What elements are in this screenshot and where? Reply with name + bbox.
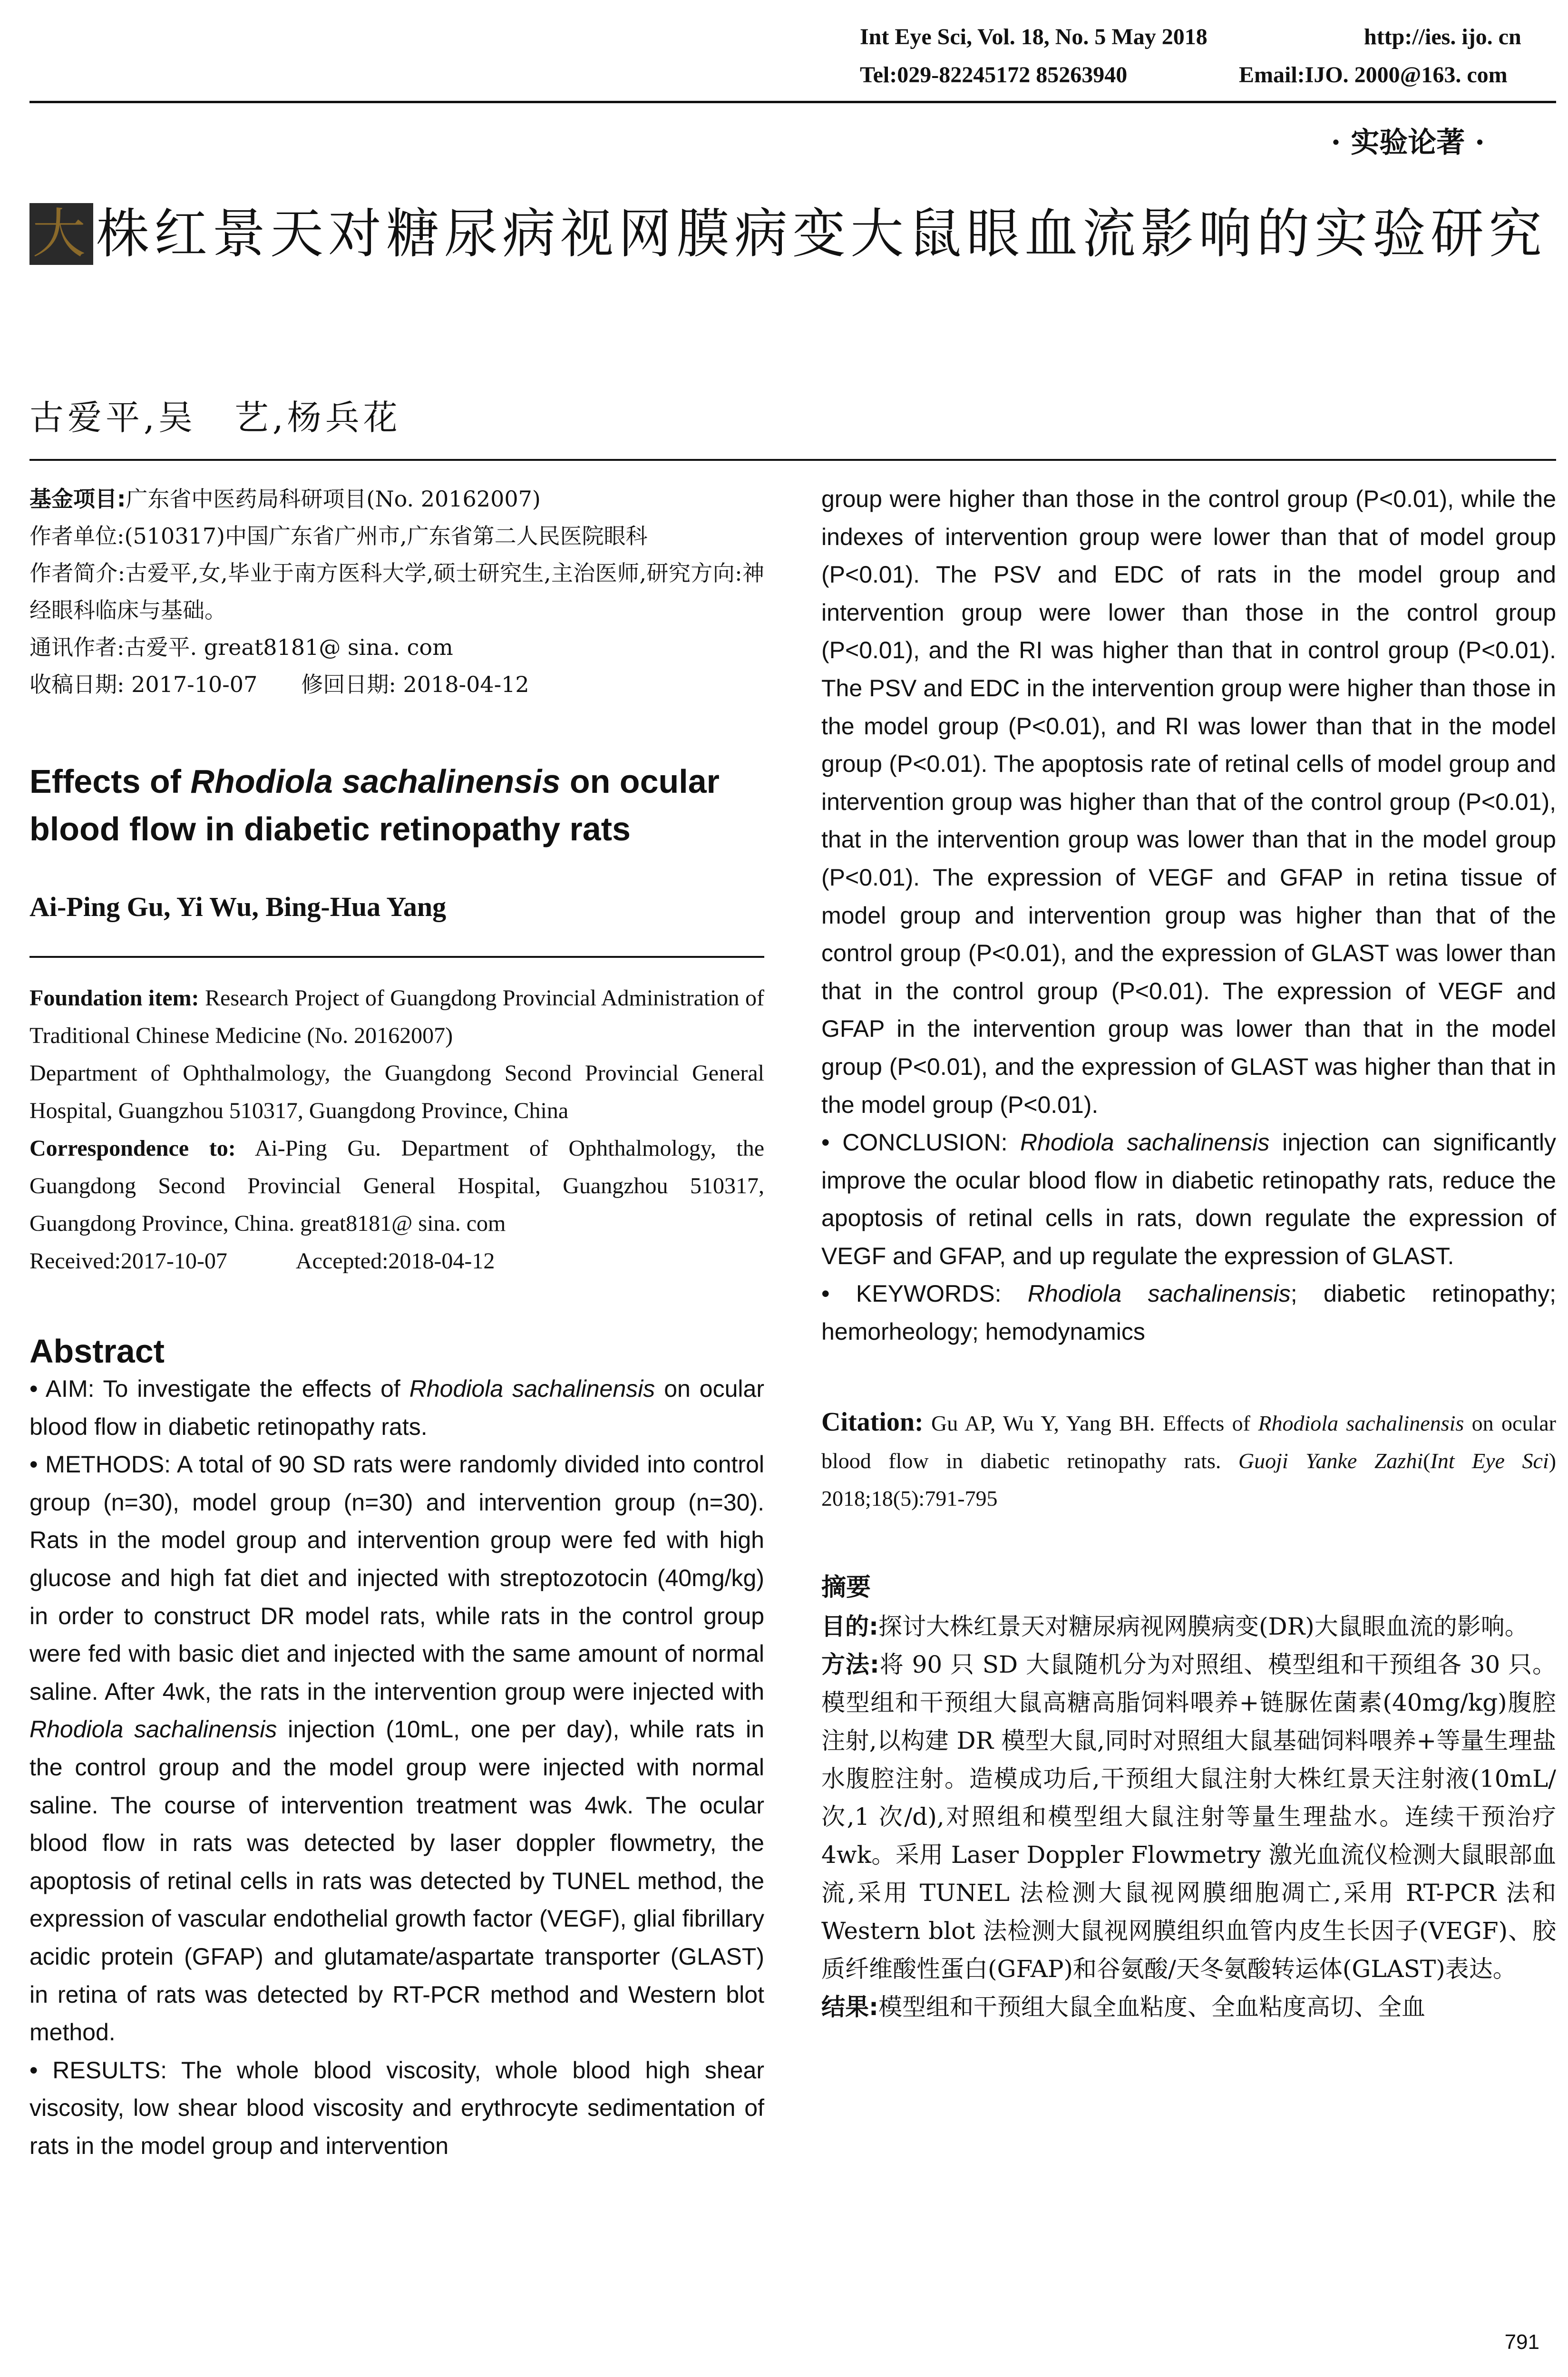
header-rule	[29, 101, 1556, 103]
abstract-methods	[29, 1446, 764, 2052]
correspondence-label-en: Correspondence to:	[29, 1136, 236, 1161]
aim-text-b: on ocular blood flow in diabetic retinopathy rats.	[29, 1375, 764, 1440]
cn-methods-label: 方法:	[821, 1650, 879, 1678]
author-unit-cn: 作者单位:(510317)中国广东省广州市,广东省第二人民医院眼科	[29, 523, 648, 549]
abstract-results-cont: group were higher than those in the control group (P<0.01), while the indexes of intervention group were lower than that of model group (P<0.01). The PSV and EDC of rats in the model group and intervention group were lower than those in the control group (P<0.01), and the RI was higher than that in control group (P<0.01). The PSV and EDC in the intervention group were higher than those in the model group (P<0.01), and RI was lower than that in the model group (P<0.01). The apoptosis rate of retinal cells of model group and intervention group was higher than that of the control group (P<0.01), that in the intervention group was lower than that in the model group (P<0.01). The expression of VEGF and GFAP in retina tissue of model group and intervention group was higher than that of the control group (P<0.01), and the expression of GLAST was lower than that in the control group (P<0.01). The expression of VEGF and GFAP in the intervention group was lower than that in the model group (P<0.01), and the expression of GLAST was higher than that in the model group (P<0.01).	[821, 486, 1556, 1118]
citation-text-d: ) 2018;18(5):791-795	[821, 1448, 1556, 1510]
cn-aim-label: 目的:	[821, 1612, 878, 1640]
foundation-text-en: Research Project of Guangdong Provincial Administration of Traditional Chinese Medicine (No. 20162007)	[29, 985, 765, 1048]
citation-italic-journal-en: Int Eye Sci	[1430, 1448, 1549, 1473]
citation-italic-journal: Guoji Yanke Zazhi	[1238, 1448, 1423, 1473]
abstract-keywords	[821, 1275, 1556, 1351]
title-first-char: 大	[29, 203, 93, 265]
abstract-results-start: • RESULTS: The whole blood viscosity, whole blood high shear viscosity, low shear blood viscosity and erythrocyte sedimentation of rats in the model group and intervention	[29, 2056, 764, 2159]
keywords-text-italic: Rhodiola sachalinensis	[1027, 1280, 1291, 1307]
journal-url: http://ies. ijo. cn	[1364, 24, 1521, 49]
journal-email: Email:IJO. 2000@163. com	[1239, 62, 1508, 88]
aim-text-a: • AIM: To investigate the effects of	[29, 1375, 409, 1402]
dates-en: Received:2017-10-07 Accepted:2018-04-12	[29, 1248, 495, 1274]
cn-aim-text: 探讨大株红景天对糖尿病视网膜病变(DR)大鼠眼血流的影响。	[878, 1612, 1529, 1640]
authors-cn: 古爱平,吴 艺,杨兵花	[29, 398, 401, 438]
citation-text-a: Gu AP, Wu Y, Yang BH. Effects of	[923, 1411, 1258, 1435]
abstract-conclusion	[821, 1124, 1556, 1275]
journal-tel: Tel:029-82245172 85263940	[860, 62, 1128, 88]
right-column	[821, 480, 1556, 2026]
conclusion-text-italic: Rhodiola sachalinensis	[1020, 1129, 1270, 1156]
foundation-label-en: Foundation item:	[29, 985, 199, 1011]
methods-text-italic: Rhodiola sachalinensis	[29, 1716, 277, 1743]
left-column	[29, 480, 764, 2165]
dates-cn: 收稿日期: 2017-10-07 修回日期: 2018-04-12	[29, 672, 529, 697]
article-title-en	[29, 758, 764, 853]
correspondence-cn: 通讯作者:古爱平. great8181@ sina. com	[29, 634, 453, 660]
article-title-cn	[29, 195, 1551, 273]
fund-info-cn	[29, 480, 764, 517]
citation-label: Citation:	[821, 1407, 924, 1437]
authors-en: Ai-Ping Gu, Yi Wu, Bing-Hua Yang	[29, 891, 447, 922]
en-title-post: on ocular blood flow in diabetic retinopathy rats	[29, 763, 720, 848]
cn-results-text: 模型组和干预组大鼠全血粘度、全血粘度高切、全血	[878, 1993, 1425, 2021]
abstract-heading-cn: 摘要	[821, 1573, 871, 1602]
abstract-aim	[29, 1370, 764, 1446]
cn-methods-text: 将 90 只 SD 大鼠随机分为对照组、模型组和干预组各 30 只。模型组和干预组大鼠高糖高脂饲料喂养+链脲佐菌素(40mg/kg)腹腔注射,以构建 DR 模型大鼠,同时对照组大鼠基础饲料喂养+等量生理盐水腹腔注射。造模成功后,干预组大鼠注射大株红景天注射液(10mL/次,1 次/d),对照组和模型组大鼠注射等量生理盐水。连续干预治疗 4wk。采用 Laser Doppler Flowmetry 激光血流仪检测大鼠眼部血流,采用 TUNEL 法检测大鼠视网膜细胞凋亡,采用 RT-PCR 法和 Western blot 法检测大鼠视网膜组织血管内皮生长因子(VEGF)、胶质纤维酸性蛋白(GFAP)和谷氨酸/天冬氨酸转运体(GLAST)表达。	[821, 1650, 1556, 1983]
cn-results	[821, 1988, 1556, 2026]
citation	[821, 1403, 1556, 1517]
cn-aim	[821, 1607, 1556, 1646]
title-rule	[29, 459, 1556, 461]
aim-text-italic: Rhodiola sachalinensis	[409, 1375, 655, 1402]
en-title-pre: Effects of	[29, 763, 191, 800]
conclusion-text-b: injection can significantly improve the ocular blood flow in diabetic retinopathy rats, reduce the apoptosis of retinal cells in rats, down regulate the expression of VEGF and GFAP, and up regulate the expression of GLAST.	[821, 1129, 1556, 1269]
title-rest: 株红景天对糖尿病视网膜病变大鼠眼血流影响的实验研究	[96, 203, 1547, 265]
cn-methods	[821, 1646, 1556, 1988]
author-intro-cn: 作者简介:古爱平,女,毕业于南方医科大学,硕士研究生,主治医师,研究方向:神经眼科临床与基础。	[29, 560, 764, 623]
fund-label-cn: 基金项目:	[29, 486, 126, 512]
methods-text-a: • METHODS: A total of 90 SD rats were randomly divided into control group (n=30), model group (n=30) and intervention group (n=30). Rats in the model group and intervention group were fed with high glucose and high fat diet and injected with streptozotocin (40mg/kg) in order to construct DR model rats, while rats in the control group were fed with basic diet and injected with the same amount of normal saline. After 4wk, the rats in the intervention group were injected with	[29, 1451, 764, 1705]
correspondence-text-en: Ai-Ping Gu. Department of Ophthalmology, the Guangdong Second Provincial General Hospital, Guangzhou 510317, Guangdong Province, China. great8181@ sina. com	[29, 1136, 764, 1236]
citation-italic-species: Rhodiola sachalinensis	[1258, 1411, 1464, 1435]
journal-citation-line: Int Eye Sci, Vol. 18, No. 5 May 2018	[860, 24, 1208, 49]
fund-text-cn: 广东省中医药局科研项目(No. 20162007)	[126, 486, 541, 512]
abstract-heading: Abstract	[29, 1333, 165, 1370]
page-number: 791	[1504, 2330, 1539, 2354]
keywords-text-b: ; diabetic retinopathy; hemorheology; hemodynamics	[821, 1280, 1556, 1345]
conclusion-text-a: • CONCLUSION:	[821, 1129, 1021, 1156]
cn-results-label: 结果:	[821, 1993, 878, 2021]
authors-rule	[29, 956, 764, 958]
en-title-italic: Rhodiola sachalinensis	[190, 763, 561, 800]
foundation-en	[29, 979, 764, 1054]
keywords-text-a: • KEYWORDS:	[821, 1280, 1028, 1307]
department-en: Department of Ophthalmology, the Guangdong Second Provincial General Hospital, Guangzhou 510317, Guangdong Province, China	[29, 1061, 764, 1123]
methods-text-b: injection (10mL, one per day), while rats in the control group and the model group were injected with normal saline. The course of intervention treatment was 4wk. The ocular blood flow in rats was detected by laser doppler flowmetry, the apoptosis of retinal cells in rats was detected by TUNEL method, the expression of vascular endothelial growth factor (VEGF), glial fibrillary acidic protein (GFAP) and glutamate/aspartate transporter (GLAST) in retina of rats was detected by RT-PCR method and Western blot method.	[29, 1716, 764, 2046]
citation-text-b: on ocular blood flow in diabetic retinopathy rats.	[821, 1411, 1556, 1473]
correspondence-en	[29, 1130, 764, 1242]
citation-text-c: (	[1423, 1448, 1431, 1473]
section-tag: · 实验论著 ·	[1331, 126, 1485, 159]
